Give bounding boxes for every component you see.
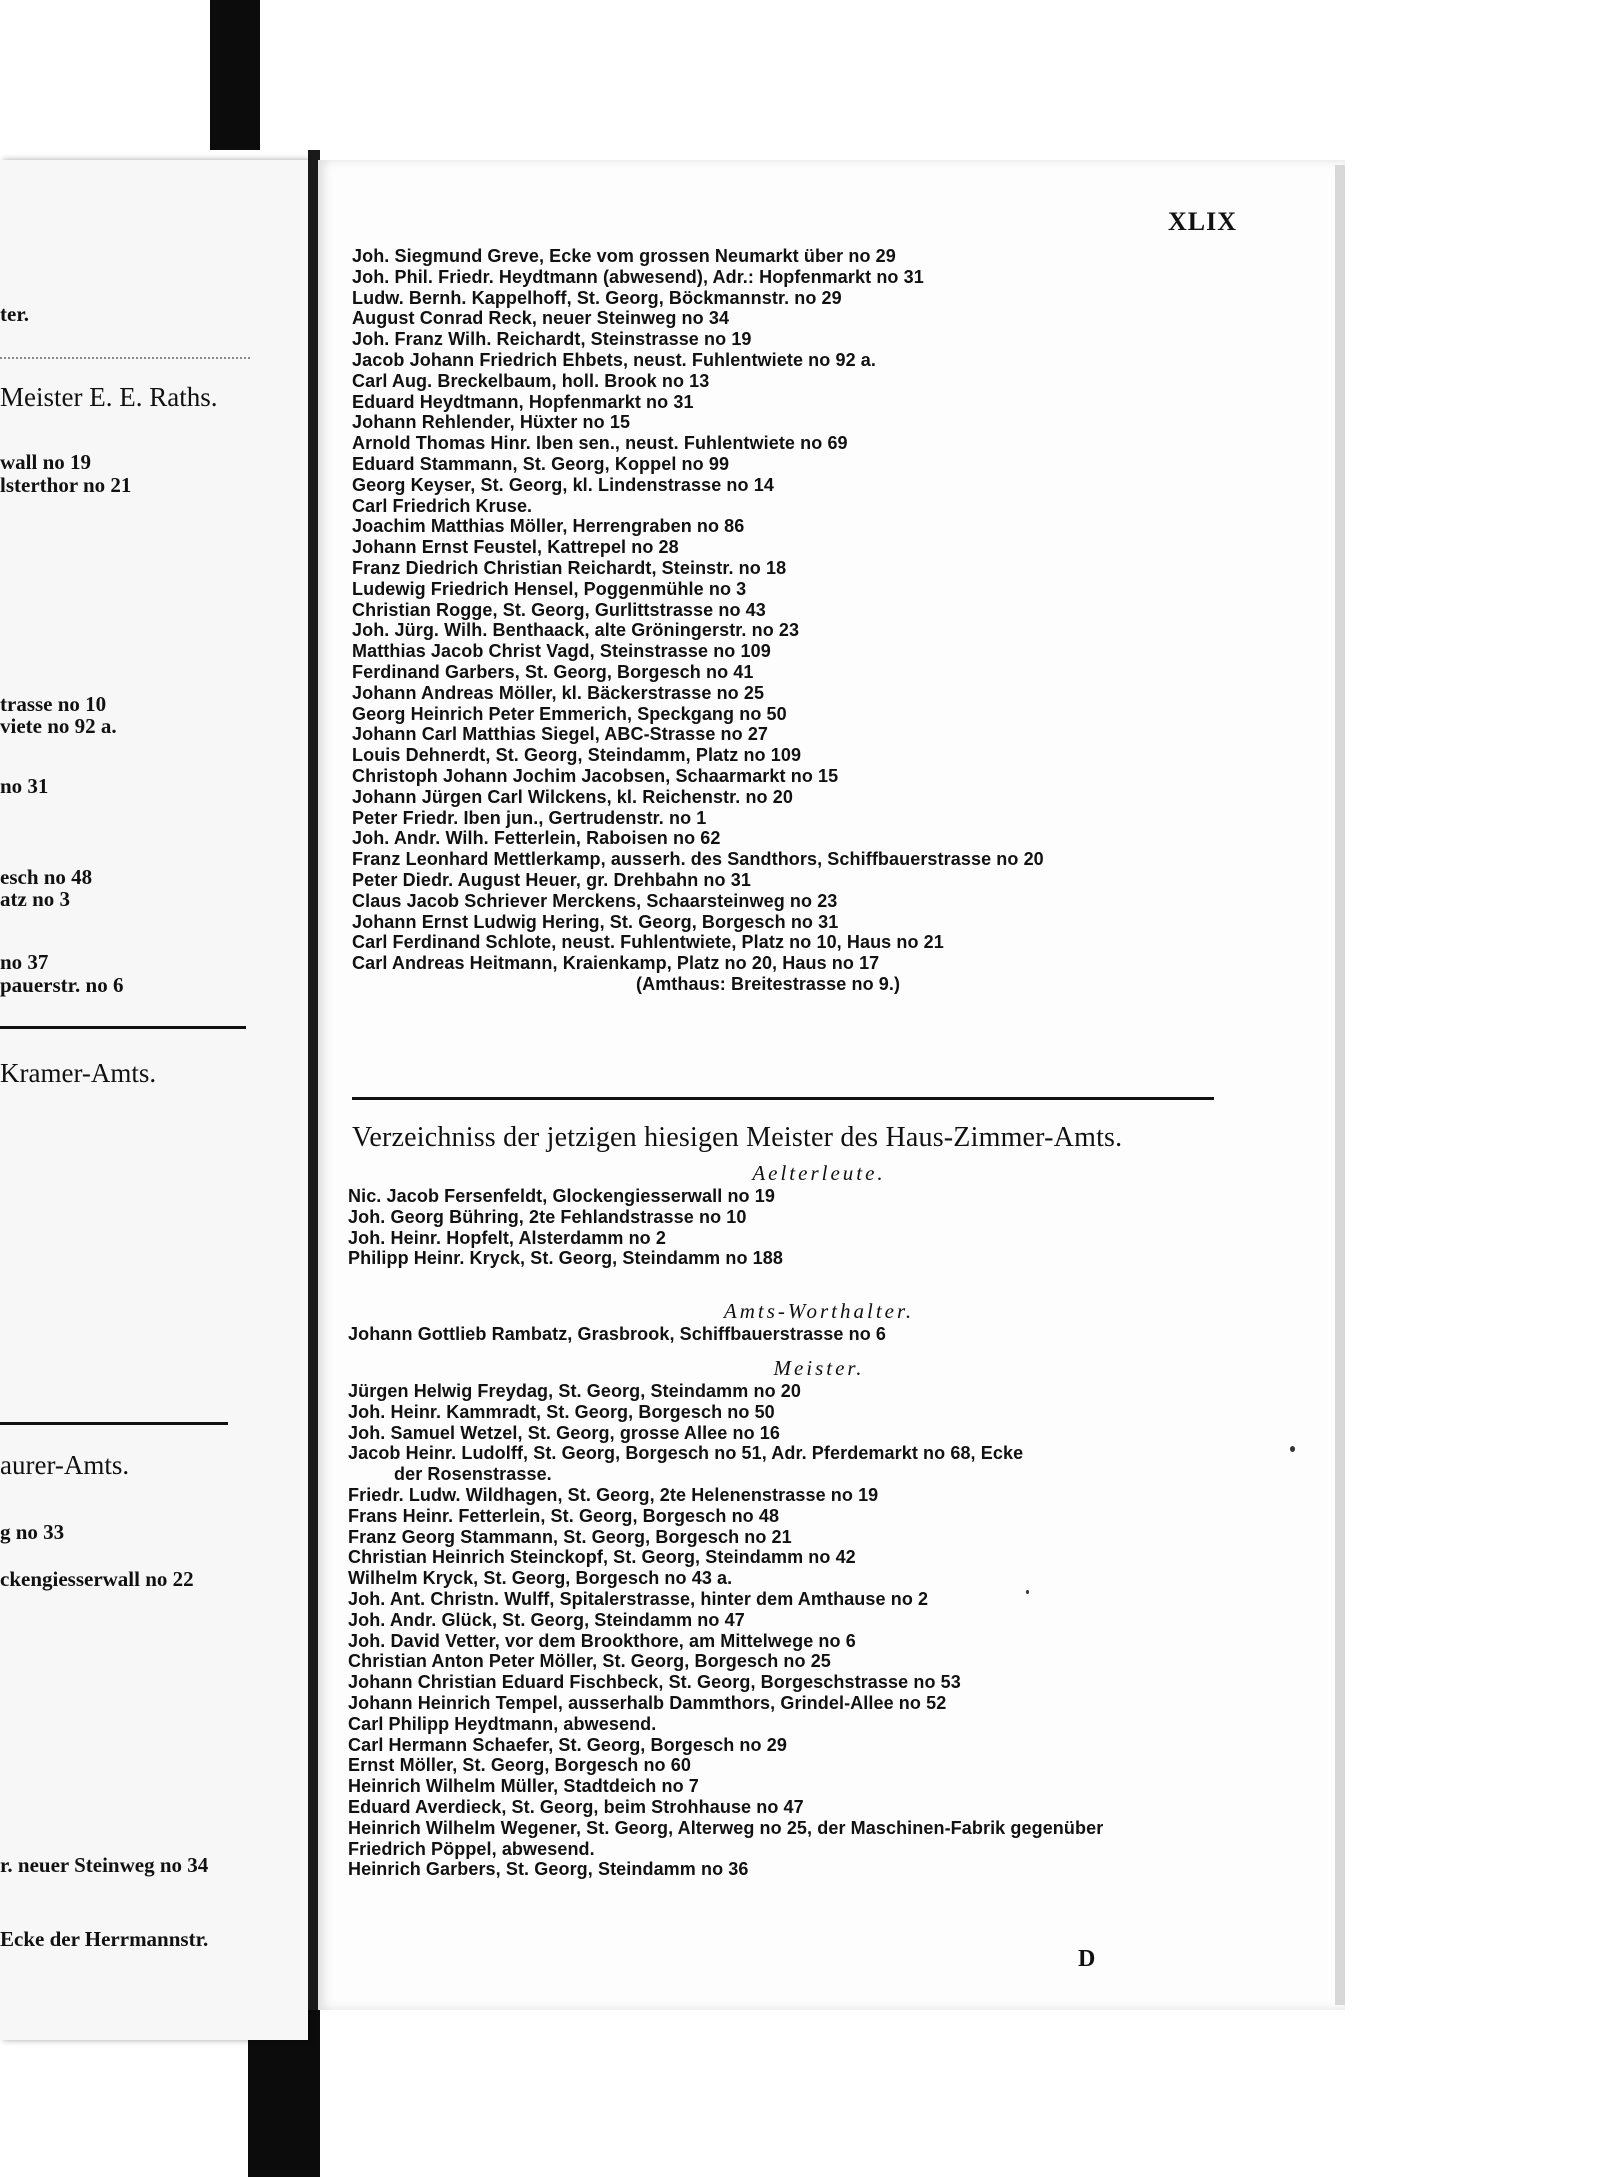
left-rule [0, 1422, 228, 1425]
list-item: Franz Leonhard Mettlerkamp, ausserh. des Sandthors, Schiffbauerstrasse no 20 [352, 849, 1044, 870]
ink-speck [1290, 1446, 1295, 1452]
list-item: Jürgen Helwig Freydag, St. Georg, Steindamm no 20 [348, 1381, 801, 1401]
page-number: XLIX [1168, 207, 1238, 236]
list-item: Joh. Heinr. Hopfelt, Alsterdamm no 2 [348, 1227, 666, 1248]
ink-speck [1026, 1590, 1029, 1594]
list-item: Joh. Andr. Glück, St. Georg, Steindamm no 47 [348, 1609, 745, 1630]
list-item: Johann Andreas Möller, kl. Bäckerstrasse no 25 [352, 682, 765, 703]
list-item: Jacob Heinr. Ludolff, St. Georg, Borgesch no 51, Adr. Pferdemarkt no 68, Ecke [348, 1443, 1024, 1464]
page-edge [1335, 165, 1345, 2005]
left-line: ckengiesserwall no 22 [0, 1567, 194, 1591]
left-dotted-rule [0, 357, 250, 359]
list-item: Johann Jürgen Carl Wilckens, kl. Reichenstr. no 20 [352, 786, 793, 807]
left-page [0, 160, 308, 2040]
list-item: Carl Andreas Heitmann, Kraienkamp, Platz no 20, Haus no 17 [352, 953, 880, 974]
list-item: Franz Georg Stammann, St. Georg, Borgesch no 21 [348, 1526, 792, 1547]
left-heading-kramer: Kramer-Amts. [0, 1058, 157, 1088]
list-item: Georg Heinrich Peter Emmerich, Speckgang no 50 [352, 703, 787, 724]
list-item: Eduard Heydtmann, Hopfenmarkt no 31 [352, 391, 694, 412]
worthalter-heading: Amts-Worthalter. [723, 1299, 915, 1323]
list-item: Christian Heinrich Steinckopf, St. Georg, Steindamm no 42 [348, 1547, 856, 1568]
list-item: Joh. David Vetter, vor dem Brookthore, am Mittelwege no 6 [348, 1630, 856, 1651]
list-item: Eduard Averdieck, St. Georg, beim Strohhause no 47 [348, 1796, 804, 1817]
list-item: Peter Diedr. August Heuer, gr. Drehbahn no 31 [352, 869, 751, 890]
list-item: Christian Anton Peter Möller, St. Georg, Borgesch no 25 [348, 1651, 831, 1672]
meister-block [348, 1355, 1248, 1880]
list-item: Johann Heinrich Tempel, ausserhalb Dammthors, Grindel-Allee no 52 [348, 1692, 947, 1713]
left-line: no 31 [0, 774, 49, 798]
list-item: Matthias Jacob Christ Vagd, Steinstrasse no 109 [352, 641, 771, 662]
left-line: trasse no 10 [0, 692, 107, 716]
list-item: Johann Gottlieb Rambatz, Grasbrook, Schiffbauerstrasse no 6 [348, 1324, 887, 1344]
list-item: Heinrich Wilhelm Wegener, St. Georg, Alterweg no 25, der Maschinen-Fabrik gegenüber [348, 1817, 1104, 1838]
binding-shadow-top [210, 0, 260, 150]
left-rule [0, 1026, 246, 1029]
list-item: Carl Ferdinand Schlote, neust. Fuhlentwiete, Platz no 10, Haus no 21 [352, 932, 944, 953]
list-item: Joh. Heinr. Kammradt, St. Georg, Borgesch no 50 [348, 1401, 775, 1422]
list-item: Friedrich Pöppel, abwesend. [348, 1838, 595, 1859]
left-line: pauerstr. no 6 [0, 973, 124, 997]
list-item: Eduard Stammann, St. Georg, Koppel no 99 [352, 453, 730, 474]
list-item: Carl Hermann Schaefer, St. Georg, Borgesch no 29 [348, 1734, 787, 1755]
list-item: Jacob Johann Friedrich Ehbets, neust. Fuhlentwiete no 92 a. [352, 349, 876, 370]
left-line: wall no 19 [0, 450, 92, 474]
list-item: Carl Aug. Breckelbaum, holl. Brook no 13 [352, 370, 710, 391]
list-item: Johann Rehlender, Hüxter no 15 [352, 412, 631, 433]
left-line: Ecke der Herrmannstr. [0, 1927, 209, 1951]
aelterleute-block [348, 1160, 1248, 1269]
section-title: Verzeichniss der jetzigen hiesigen Meister des Haus-Zimmer-Amts. [352, 1122, 1123, 1153]
section-rule [352, 1097, 1214, 1100]
list-item-continuation: der Rosenstrasse. [394, 1464, 552, 1485]
left-line: atz no 3 [0, 887, 70, 911]
list-item: Joh. Phil. Friedr. Heydtmann (abwesend), Adr.: Hopfenmarkt no 31 [352, 266, 924, 287]
list-item: Joh. Andr. Wilh. Fetterlein, Raboisen no 62 [352, 828, 721, 849]
list-item: August Conrad Reck, neuer Steinweg no 34 [352, 308, 730, 329]
list-item: Arnold Thomas Hinr. Iben sen., neust. Fuhlentwiete no 69 [352, 433, 848, 454]
list-item: Heinrich Wilhelm Müller, Stadtdeich no 7 [348, 1776, 699, 1797]
worthalter-block [348, 1298, 1248, 1345]
list-item: Ernst Möller, St. Georg, Borgesch no 60 [348, 1755, 691, 1776]
list-item: Joh. Jürg. Wilh. Benthaack, alte Gröningerstr. no 23 [352, 620, 800, 641]
left-line: lsterthor no 21 [0, 473, 132, 497]
left-line: no 37 [0, 950, 49, 974]
list-item: Heinrich Garbers, St. Georg, Steindamm no 36 [348, 1859, 749, 1880]
list-item: Nic. Jacob Fersenfeldt, Glockengiesserwall no 19 [348, 1186, 775, 1206]
list-item: Joh. Samuel Wetzel, St. Georg, grosse Allee no 16 [348, 1422, 781, 1443]
signature-mark: D [1078, 1946, 1096, 1972]
left-line: viete no 92 a. [0, 714, 117, 738]
list-item: Carl Friedrich Kruse. [352, 495, 533, 516]
left-line-ter: ter. [0, 302, 29, 326]
list-item: Joh. Ant. Christn. Wulff, Spitalerstrasse, hinter dem Amthause no 2 [348, 1588, 929, 1609]
list-item: Frans Heinr. Fetterlein, St. Georg, Borgesch no 48 [348, 1505, 780, 1526]
list-item: Friedr. Ludw. Wildhagen, St. Georg, 2te Helenenstrasse no 19 [348, 1484, 879, 1505]
list-item: Joh. Franz Wilh. Reichardt, Steinstrasse no 19 [352, 329, 752, 350]
list-item: Louis Dehnerdt, St. Georg, Steindamm, Platz no 109 [352, 745, 802, 766]
list-item: Joh. Georg Bühring, 2te Fehlandstrasse no 10 [348, 1206, 747, 1227]
left-line: r. neuer Steinweg no 34 [0, 1853, 209, 1877]
list-item: Ludewig Friedrich Hensel, Poggenmühle no 3 [352, 578, 747, 599]
left-line: esch no 48 [0, 865, 93, 889]
list-item: Peter Friedr. Iben jun., Gertrudenstr. no 1 [352, 807, 707, 828]
amthaus-note: (Amthaus: Breitestrasse no 9.) [636, 973, 901, 994]
list-item: Christian Rogge, St. Georg, Gurlittstrasse no 43 [352, 599, 766, 620]
list-item: Philipp Heinr. Kryck, St. Georg, Steindamm no 188 [348, 1248, 784, 1269]
list-item: Wilhelm Kryck, St. Georg, Borgesch no 43 a. [348, 1568, 733, 1589]
list-item: Christoph Johann Jochim Jacobsen, Schaarmarkt no 15 [352, 765, 839, 786]
aelterleute-heading: Aelterleute. [752, 1161, 886, 1185]
list-item: Carl Philipp Heydtmann, abwesend. [348, 1713, 657, 1734]
continued-entries-list [352, 246, 1252, 995]
list-item: Joh. Siegmund Greve, Ecke vom grossen Neumarkt über no 29 [352, 246, 896, 266]
list-item: Johann Ernst Feustel, Kattrepel no 28 [352, 537, 679, 558]
list-item: Johann Carl Matthias Siegel, ABC-Strasse no 27 [352, 724, 769, 745]
list-item: Georg Keyser, St. Georg, kl. Lindenstrasse no 14 [352, 474, 774, 495]
left-heading-maurer: aurer-Amts. [0, 1450, 130, 1480]
left-line: g no 33 [0, 1520, 65, 1544]
list-item: Ferdinand Garbers, St. Georg, Borgesch no 41 [352, 661, 754, 682]
list-item: Claus Jacob Schriever Merckens, Schaarsteinweg no 23 [352, 890, 838, 911]
list-item: Johann Christian Eduard Fischbeck, St. Georg, Borgeschstrasse no 53 [348, 1672, 961, 1693]
left-heading-raths: Meister E. E. Raths. [0, 382, 218, 412]
list-item: Johann Ernst Ludwig Hering, St. Georg, Borgesch no 31 [352, 911, 839, 932]
list-item: Franz Diedrich Christian Reichardt, Steinstr. no 18 [352, 557, 787, 578]
meister-heading: Meister. [773, 1356, 865, 1380]
list-item: Ludw. Bernh. Kappelhoff, St. Georg, Böckmannstr. no 29 [352, 287, 842, 308]
list-item: Joachim Matthias Möller, Herrengraben no 86 [352, 516, 745, 537]
